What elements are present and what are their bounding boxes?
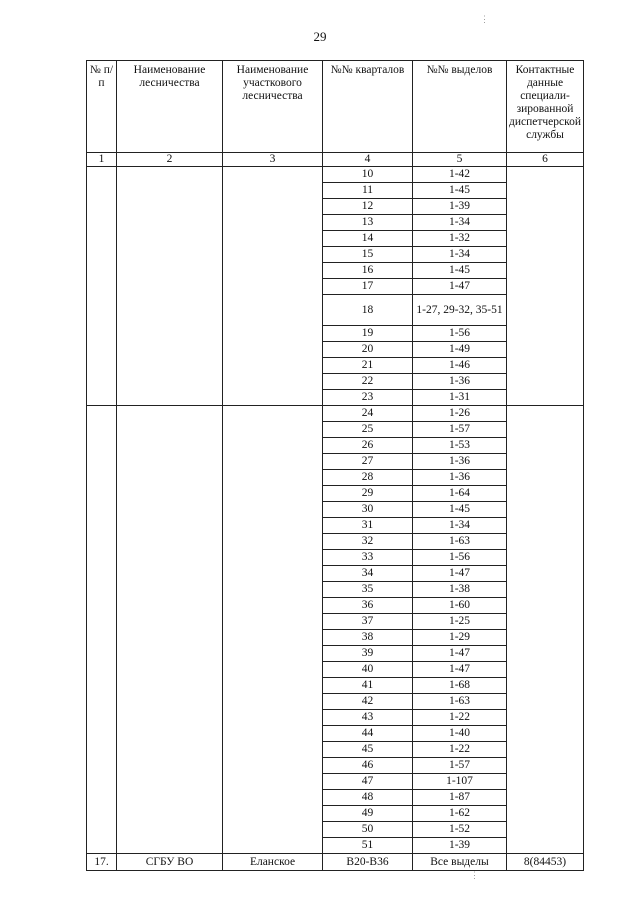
district-cell [223,406,323,854]
vydel-cell: 1-42 [413,167,507,183]
vydel-cell: 1-45 [413,183,507,199]
scan-artifact: ⋮ [470,870,479,880]
contact-cell [507,406,584,854]
kvartal-cell: 44 [323,726,413,742]
vydel-cell: 1-34 [413,215,507,231]
kvartal-cell: 39 [323,646,413,662]
vydel-cell: 1-46 [413,358,507,374]
vydel-cell: 1-63 [413,534,507,550]
num-cell [87,167,117,406]
vydel-cell: 1-57 [413,758,507,774]
vydel-cell: 1-87 [413,790,507,806]
final-vydel: Все выделы [413,854,507,871]
kvartal-cell: 31 [323,518,413,534]
vydel-cell: 1-107 [413,774,507,790]
table-row [87,854,584,871]
vydel-cell: 1-36 [413,374,507,390]
kvartal-cell: 20 [323,342,413,358]
contact-cell [507,167,584,406]
kvartal-cell: 25 [323,422,413,438]
forestry-table [86,60,584,871]
vydel-cell: 1-29 [413,630,507,646]
kvartal-cell: 26 [323,438,413,454]
kvartal-cell: 37 [323,614,413,630]
vydel-cell: 1-68 [413,678,507,694]
kvartal-cell: 18 [323,295,413,326]
header-contact: Контактные данные специали-зированной диспетчерской службы [507,61,584,153]
kvartal-cell: 22 [323,374,413,390]
vydel-cell: 1-27, 29-32, 35-51 [413,295,507,326]
vydel-cell: 1-34 [413,518,507,534]
vydel-cell: 1-31 [413,390,507,406]
vydel-cell: 1-22 [413,710,507,726]
vydel-cell: 1-63 [413,694,507,710]
scan-artifact: ⋮ [480,14,489,24]
table-row [87,406,584,422]
vydel-cell: 1-47 [413,662,507,678]
col-number: 5 [413,153,507,167]
num-cell [87,406,117,854]
kvartal-cell: 21 [323,358,413,374]
vydel-cell: 1-39 [413,199,507,215]
kvartal-cell: 40 [323,662,413,678]
kvartal-cell: 38 [323,630,413,646]
kvartal-cell: 12 [323,199,413,215]
final-num: 17. [87,854,117,871]
vydel-cell: 1-22 [413,742,507,758]
kvartal-cell: 15 [323,247,413,263]
kvartal-cell: 34 [323,566,413,582]
col-number: 4 [323,153,413,167]
vydel-cell: 1-38 [413,582,507,598]
kvartal-cell: 30 [323,502,413,518]
vydel-cell: 1-56 [413,326,507,342]
kvartal-cell: 17 [323,279,413,295]
vydel-cell: 1-25 [413,614,507,630]
kvartal-cell: 35 [323,582,413,598]
vydel-cell: 1-49 [413,342,507,358]
kvartal-cell: 28 [323,470,413,486]
district-cell [223,167,323,406]
col-number: 6 [507,153,584,167]
kvartal-cell: 14 [323,231,413,247]
vydel-cell: 1-62 [413,806,507,822]
page-number: 29 [313,29,327,44]
vydel-cell: 1-56 [413,550,507,566]
kvartal-cell: 45 [323,742,413,758]
kvartal-cell: 47 [323,774,413,790]
header-vydel: №№ выделов [413,61,507,153]
kvartal-cell: 32 [323,534,413,550]
vydel-cell: 1-36 [413,470,507,486]
vydel-cell: 1-60 [413,598,507,614]
col-number: 3 [223,153,323,167]
kvartal-cell: 48 [323,790,413,806]
kvartal-cell: 29 [323,486,413,502]
vydel-cell: 1-47 [413,646,507,662]
kvartal-cell: 49 [323,806,413,822]
final-kvartal: В20-В36 [323,854,413,871]
kvartal-cell: 27 [323,454,413,470]
vydel-cell: 1-47 [413,566,507,582]
kvartal-cell: 19 [323,326,413,342]
forestry-cell [117,167,223,406]
kvartal-cell: 11 [323,183,413,199]
vydel-cell: 1-45 [413,502,507,518]
kvartal-cell: 50 [323,822,413,838]
vydel-cell: 1-45 [413,263,507,279]
final-forestry: СГБУ ВО [117,854,223,871]
kvartal-cell: 51 [323,838,413,854]
col-number: 2 [117,153,223,167]
final-district: Еланское [223,854,323,871]
vydel-cell: 1-40 [413,726,507,742]
header-district: Наименование участкового лесничества [223,61,323,153]
kvartal-cell: 42 [323,694,413,710]
vydel-cell: 1-47 [413,279,507,295]
kvartal-cell: 23 [323,390,413,406]
final-contact: 8(84453) [507,854,584,871]
vydel-cell: 1-53 [413,438,507,454]
vydel-cell: 1-39 [413,838,507,854]
header-kvartal: №№ кварталов [323,61,413,153]
kvartal-cell: 10 [323,167,413,183]
kvartal-cell: 24 [323,406,413,422]
header-num: № п/п [87,61,117,153]
forestry-cell [117,406,223,854]
kvartal-cell: 36 [323,598,413,614]
col-number: 1 [87,153,117,167]
kvartal-cell: 46 [323,758,413,774]
kvartal-cell: 43 [323,710,413,726]
vydel-cell: 1-36 [413,454,507,470]
vydel-cell: 1-52 [413,822,507,838]
header-forestry: Наименование лесничества [117,61,223,153]
vydel-cell: 1-34 [413,247,507,263]
kvartal-cell: 13 [323,215,413,231]
kvartal-cell: 41 [323,678,413,694]
table-body [87,167,584,871]
kvartal-cell: 33 [323,550,413,566]
vydel-cell: 1-32 [413,231,507,247]
vydel-cell: 1-26 [413,406,507,422]
vydel-cell: 1-64 [413,486,507,502]
vydel-cell: 1-57 [413,422,507,438]
table-row [87,167,584,183]
kvartal-cell: 16 [323,263,413,279]
